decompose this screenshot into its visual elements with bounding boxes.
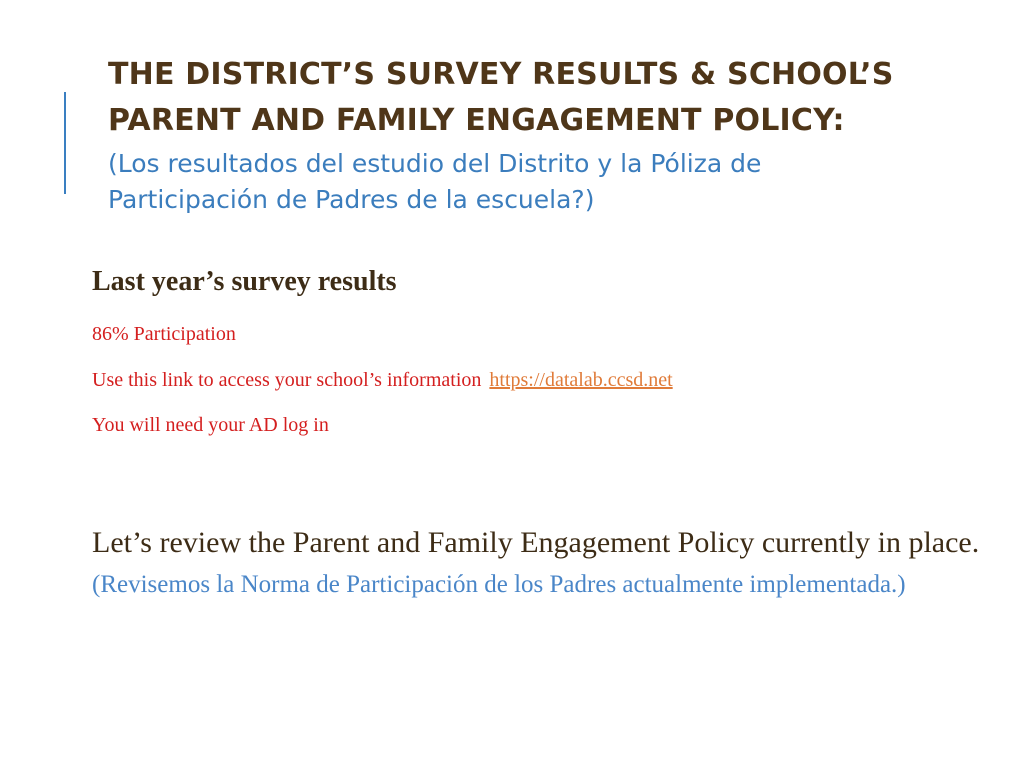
- slide-subtitle: [108, 146, 998, 218]
- login-note: You will need your AD log in: [92, 414, 329, 436]
- survey-heading: Last year’s survey results: [92, 266, 397, 297]
- policy-review-text-en: Let’s review the Parent and Family Engagement Policy currently in place.: [92, 526, 980, 559]
- link-line: [92, 368, 992, 392]
- slide-title-line-1: THE DISTRICT’S SURVEY RESULTS & SCHOOL’S: [108, 57, 894, 92]
- policy-review-text-es: (Revisemos la Norma de Participación de los Padres actualmente implementada.): [92, 571, 906, 598]
- datalab-link[interactable]: https://datalab.ccsd.net: [489, 369, 673, 391]
- link-intro-text: Use this link to access your school’s information: [92, 369, 482, 391]
- slide-subtitle-line-1: (Los resultados del estudio del Distrito y la Póliza de: [108, 149, 762, 178]
- slide-body: [92, 262, 992, 605]
- slide-title-block: [108, 52, 998, 218]
- slide-title-line-2: PARENT AND FAMILY ENGAGEMENT POLICY:: [108, 103, 845, 138]
- participation-text: 86% Participation: [92, 323, 236, 345]
- title-accent-bar: [64, 92, 66, 194]
- policy-review-paragraph: [92, 523, 992, 605]
- slide-subtitle-line-2: Participación de Padres de la escuela?): [108, 185, 595, 214]
